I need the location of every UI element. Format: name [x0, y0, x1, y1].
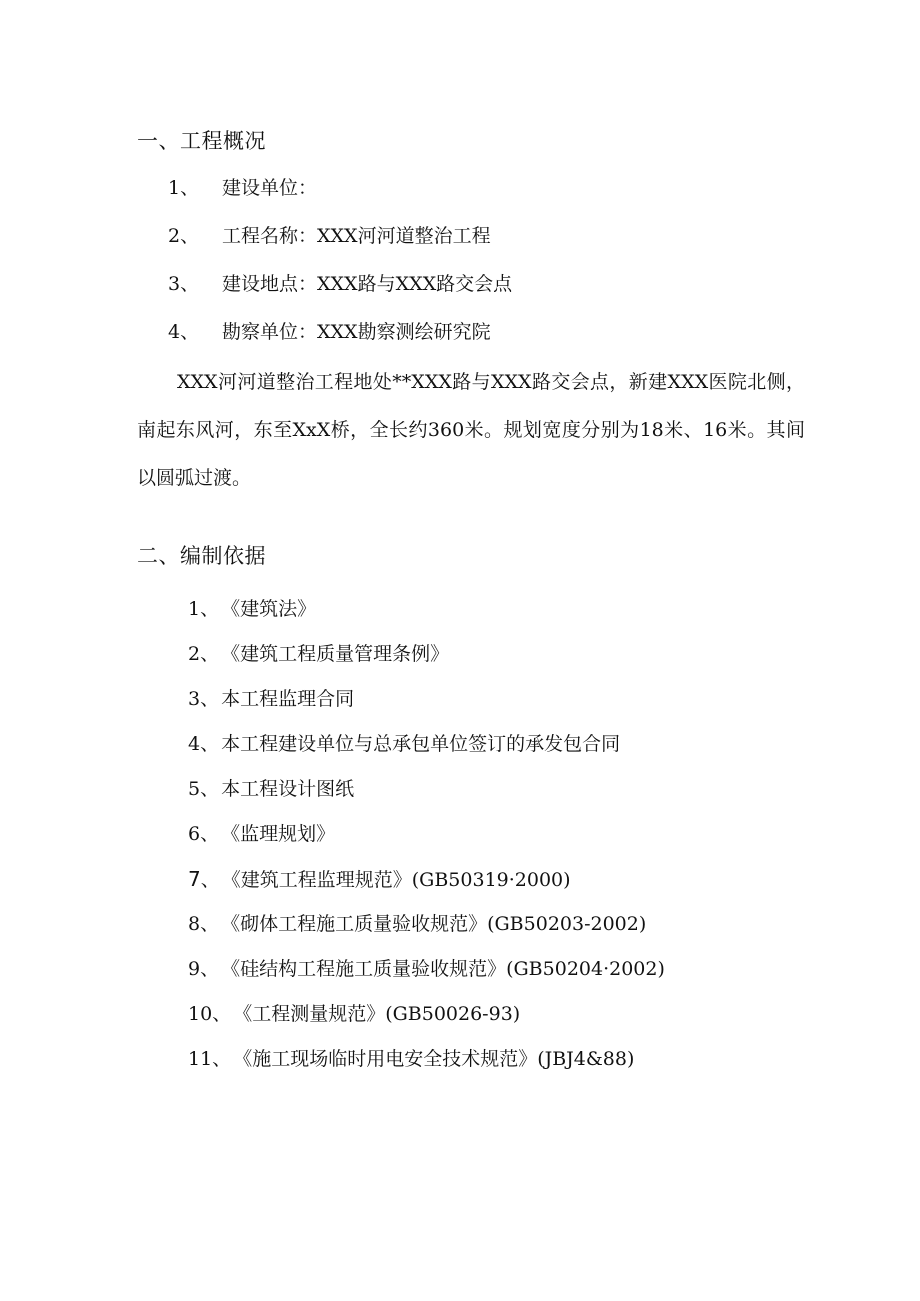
basis-item-7: [188, 867, 571, 892]
item-text: 《建筑工程质量管理条例》: [221, 643, 450, 665]
basis-item-1: [188, 597, 316, 621]
basis-item-2: [188, 642, 449, 666]
basis-item-10: [188, 1002, 520, 1026]
item-text: 《建筑法》: [221, 598, 317, 620]
item-text: 《施工现场临时用电安全技术规范》(JBJ4&88): [233, 1048, 635, 1070]
item-text: 本工程建设单位与总承包单位签订的承发包合同: [221, 733, 621, 755]
overview-item-2: [168, 224, 491, 248]
overview-item-3: [168, 272, 512, 296]
overview-item-1: [168, 176, 317, 200]
item-text: 《砌体工程施工质量验收规范》(GB50203-2002): [221, 913, 647, 935]
item-number: 7: [188, 867, 201, 891]
overview-item-4: [168, 320, 491, 344]
item-number: 10、: [188, 1003, 232, 1025]
item-number: 1、: [168, 177, 200, 199]
item-number: 1、: [188, 598, 220, 620]
item-number: 3、: [168, 273, 200, 295]
item-text: 《建筑工程监理规范》(GB50319·2000): [221, 869, 571, 891]
item-number: 4、: [188, 733, 220, 755]
item-separator: 、: [200, 869, 220, 891]
item-number: 4、: [168, 321, 200, 343]
item-number: 11、: [188, 1048, 232, 1070]
section-heading-overview: 一、工程概况: [137, 129, 266, 153]
item-text: 工程名称：XXX河河道整治工程: [222, 225, 491, 247]
overview-paragraph: [137, 358, 805, 502]
item-number: 2、: [168, 225, 200, 247]
item-text: 本工程监理合同: [221, 688, 355, 710]
item-number: 9、: [188, 958, 220, 980]
item-number: 3、: [188, 688, 220, 710]
section-heading-basis: 二、编制依据: [137, 544, 266, 568]
paragraph-text: XXX河河道整治工程地处**XXX路与XXX路交会点，新建XXX医院北侧，南起东风河，东至XxX桥，全长约360米。规划宽度分别为18米、16米。其间以圆弧过渡。: [137, 371, 805, 489]
item-text: 建设地点：XXX路与XXX路交会点: [222, 273, 513, 295]
basis-item-4: [188, 732, 620, 756]
item-number: 8、: [188, 913, 220, 935]
basis-item-5: [188, 777, 354, 801]
item-text: 勘察单位：XXX勘察测绘研究院: [222, 321, 491, 343]
basis-item-11: [188, 1047, 634, 1071]
item-text: 《监理规划》: [221, 823, 336, 845]
item-text: 《硅结构工程施工质量验收规范》(GB50204·2002): [221, 958, 665, 980]
basis-item-6: [188, 822, 335, 846]
item-number: 5、: [188, 778, 220, 800]
basis-item-9: [188, 957, 665, 981]
item-text: 《工程测量规范》(GB50026-93): [233, 1003, 521, 1025]
item-text: 本工程设计图纸: [221, 778, 355, 800]
basis-item-3: [188, 687, 354, 711]
item-number: 2、: [188, 643, 220, 665]
item-text: 建设单位：: [222, 177, 318, 199]
item-number: 6、: [188, 823, 220, 845]
basis-item-8: [188, 912, 646, 936]
